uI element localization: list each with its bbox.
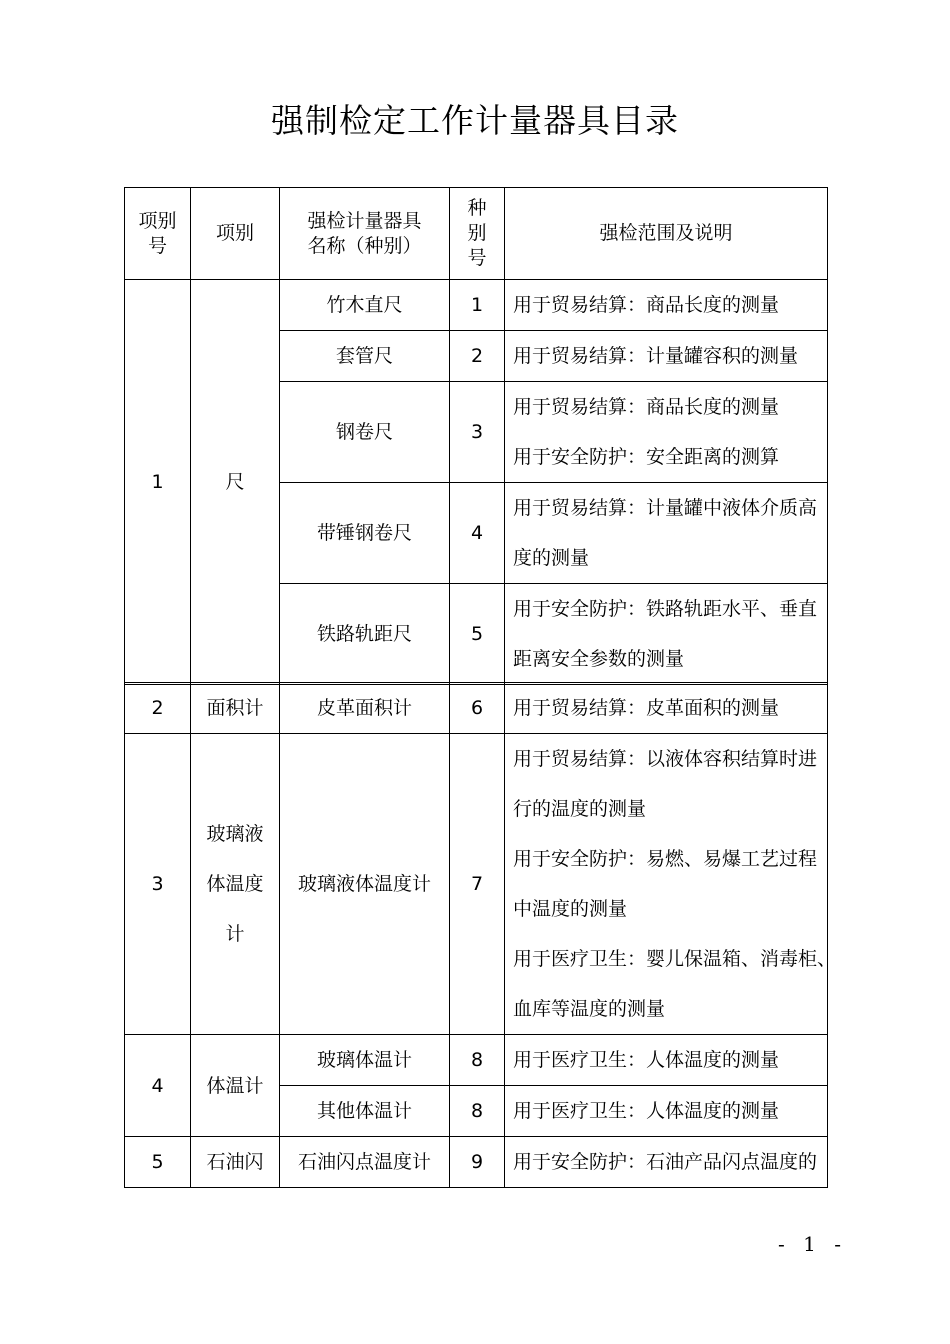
kind-no-cell: 8: [450, 1035, 505, 1086]
header-name-line: 强检计量器具: [307, 209, 422, 232]
instrument-name-cell: 竹木直尺: [280, 280, 450, 331]
scope-cell: [505, 1137, 828, 1188]
header-item-no-line: 项别: [138, 209, 177, 232]
group-item-cell: 石油闪: [191, 1137, 280, 1188]
scope-line: 用于安全防护：石油产品闪点温度的: [513, 1151, 818, 1173]
kind-no-cell: 1: [450, 280, 505, 331]
header-item: 项别: [191, 188, 280, 280]
instrument-name-cell: 钢卷尺: [280, 382, 450, 483]
scope-line: 用于贸易结算：商品长度的测量: [513, 294, 780, 316]
scope-line: 用于安全防护：安全距离的测算: [513, 446, 780, 468]
scope-line: 用于医疗卫生：人体温度的测量: [513, 1049, 780, 1071]
table-header-row: [125, 188, 828, 280]
instrument-name-cell: 其他体温计: [280, 1086, 450, 1137]
table-row: [125, 1137, 828, 1188]
table-row: [125, 280, 828, 331]
scope-cell: [505, 1035, 828, 1086]
header-kind-no-line: 种: [467, 197, 487, 219]
group-item-cell: [191, 734, 280, 1035]
scope-line: 用于贸易结算：计量罐中液体介质高: [513, 497, 818, 519]
scope-line: 用于贸易结算：计量罐容积的测量: [513, 345, 799, 367]
kind-no-cell: 2: [450, 331, 505, 382]
scope-line: 血库等温度的测量: [513, 998, 666, 1020]
group-item-line: 计: [225, 923, 245, 945]
scope-cell: [505, 584, 828, 685]
instrument-name-cell: 带锤钢卷尺: [280, 483, 450, 584]
instrument-name-cell: 铁路轨距尺: [280, 584, 450, 685]
scope-cell: [505, 683, 828, 734]
group-no-cell: 1: [125, 280, 191, 685]
kind-no-cell: 7: [450, 734, 505, 1035]
kind-no-cell: 5: [450, 584, 505, 685]
scope-line: 用于贸易结算：商品长度的测量: [513, 396, 780, 418]
instrument-catalog-table-continued: [124, 682, 837, 1188]
instrument-name-cell: 石油闪点温度计: [280, 1137, 450, 1188]
scope-line: 用于安全防护：易燃、易爆工艺过程: [513, 848, 818, 870]
instrument-name-cell: 皮革面积计: [280, 683, 450, 734]
scope-line: 用于医疗卫生：人体温度的测量: [513, 1100, 780, 1122]
group-item-line: 体温度: [206, 873, 264, 895]
table-row: [125, 683, 828, 734]
header-scope: 强检范围及说明: [505, 188, 828, 280]
scope-line: 行的温度的测量: [513, 798, 647, 820]
kind-no-cell: 9: [450, 1137, 505, 1188]
table-row: [125, 1035, 828, 1086]
scope-cell: [505, 331, 828, 382]
scope-line: 用于安全防护：铁路轨距水平、垂直: [513, 598, 818, 620]
header-name: [280, 188, 450, 280]
header-item-no: [125, 188, 191, 280]
scope-line: 用于贸易结算：皮革面积的测量: [513, 697, 780, 719]
table-row: [125, 734, 828, 1035]
scope-line: 用于医疗卫生：婴儿保温箱、消毒柜、: [513, 948, 837, 970]
scope-cell: [505, 483, 828, 584]
group-item-cell: 体温计: [191, 1035, 280, 1137]
header-item-no-line: 号: [147, 234, 167, 257]
group-no-cell: 3: [125, 734, 191, 1035]
group-no-cell: 4: [125, 1035, 191, 1137]
header-kind-no-line: 别: [467, 222, 487, 244]
instrument-name-cell: 套管尺: [280, 331, 450, 382]
instrument-catalog-table: [124, 187, 828, 685]
kind-no-cell: 3: [450, 382, 505, 483]
scope-cell: [505, 734, 837, 1035]
header-kind-no: [450, 188, 505, 280]
group-no-cell: 2: [125, 683, 191, 734]
page-number: - 1 -: [778, 1232, 847, 1256]
group-item-cell: 尺: [191, 280, 280, 685]
group-item-cell: 面积计: [191, 683, 280, 734]
kind-no-cell: 6: [450, 683, 505, 734]
kind-no-cell: 8: [450, 1086, 505, 1137]
scope-cell: [505, 1086, 828, 1137]
instrument-name-cell: 玻璃体温计: [280, 1035, 450, 1086]
scope-cell: [505, 382, 828, 483]
kind-no-cell: 4: [450, 483, 505, 584]
scope-cell: [505, 280, 828, 331]
scope-line: 用于贸易结算：以液体容积结算时进: [513, 748, 818, 770]
group-no-cell: 5: [125, 1137, 191, 1188]
header-kind-no-line: 号: [467, 247, 487, 269]
scope-line: 距离安全参数的测量: [513, 648, 685, 670]
scope-line: 度的测量: [513, 547, 590, 569]
scope-line: 中温度的测量: [513, 898, 628, 920]
instrument-name-cell: 玻璃液体温度计: [280, 734, 450, 1035]
page-title: 强制检定工作计量器具目录: [271, 101, 679, 140]
header-name-line: 名称（种别）: [307, 234, 422, 257]
group-item-line: 玻璃液: [206, 823, 264, 845]
